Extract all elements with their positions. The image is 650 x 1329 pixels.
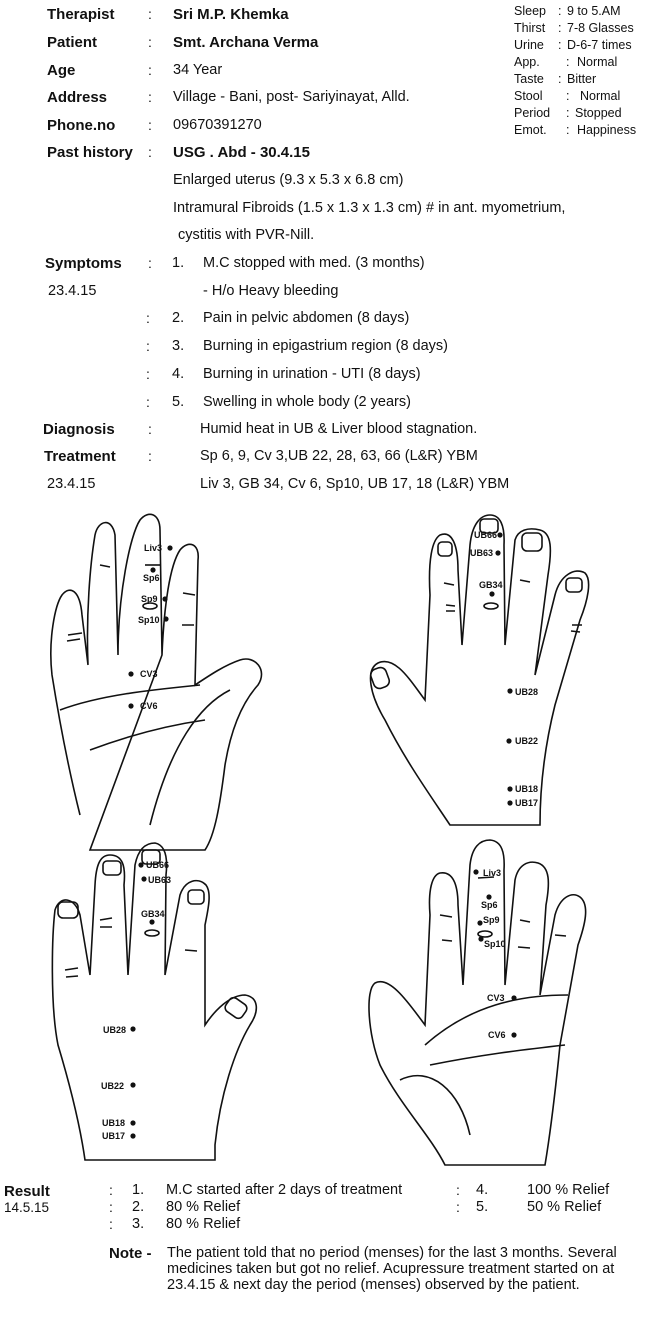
hand-point-label: GB34 [479, 580, 503, 590]
result-num: 2. [132, 1199, 145, 1215]
hand-point [497, 532, 502, 537]
vital-value: Stopped [575, 106, 622, 120]
vital-label: Thirst [514, 21, 546, 35]
symptom-text: Burning in epigastrium region (8 days) [203, 338, 449, 354]
patient-value: Smt. Archana Verma [173, 34, 319, 51]
diagnosis-value: Humid heat in UB & Liver blood stagnation. [200, 421, 478, 437]
therapist-value: Sri M.P. Khemka [173, 6, 289, 23]
vital-value: Bitter [567, 72, 597, 86]
vital-value: Normal [577, 55, 618, 69]
hand-point [507, 800, 512, 805]
hand-point [141, 876, 146, 881]
treatment-line: Liv 3, GB 34, Cv 6, Sp10, UB 17, 18 (L&R) YBM [200, 476, 510, 492]
symptoms-date: 23.4.15 [48, 283, 97, 299]
vital-value: Happiness [577, 123, 637, 137]
past-history-label: Past history [47, 144, 133, 161]
symptom-text: - H/o Heavy bleeding [203, 283, 339, 299]
hand-point [477, 920, 482, 925]
vital-label: Period [514, 106, 551, 120]
hand-point [149, 919, 154, 924]
phone-label: Phone.no [47, 117, 116, 134]
result-text: 80 % Relief [166, 1216, 241, 1232]
hand-point-label: Sp6 [481, 900, 498, 910]
age-value: 34 Year [173, 62, 223, 78]
hand-point-label: UB28 [515, 687, 539, 697]
note-label: Note - [109, 1245, 152, 1262]
hand-point [507, 786, 512, 791]
result-text: 50 % Relief [527, 1199, 602, 1215]
hand-point-label: CV6 [140, 701, 158, 711]
hand-point-label: UB22 [101, 1081, 125, 1091]
symptom-num: 4. [172, 366, 185, 382]
hand-point-label: CV6 [488, 1030, 506, 1040]
result-num: 5. [476, 1199, 489, 1215]
hand-point [128, 703, 133, 708]
result-num: 4. [476, 1182, 489, 1198]
hand-point-label: CV3 [487, 993, 505, 1003]
vital-value: Normal [580, 89, 621, 103]
hand-point-label: UB66 [474, 530, 498, 540]
note-text: The patient told that no period (menses) for the last 3 months. Several medicines taken but got no relief. Acupressure treatment started on at 23.4.15 & next day the period (menses) observed by the patient. [167, 1245, 617, 1293]
hand-point-label: GB34 [141, 909, 165, 919]
past-history-title: USG . Abd - 30.4.15 [173, 144, 310, 161]
symptom-num: 1. [172, 255, 185, 271]
hand-point-label: UB63 [470, 548, 494, 558]
hand-point [138, 862, 143, 867]
result-num: 3. [132, 1216, 145, 1232]
hand-point-label: Liv3 [144, 543, 163, 553]
symptom-num: 5. [172, 394, 185, 410]
address-label: Address [47, 89, 108, 106]
symptoms-label: Symptoms [45, 255, 122, 272]
hand-point-label: Sp9 [141, 594, 158, 604]
symptom-text: Burning in urination - UTI (8 days) [203, 366, 421, 382]
treatment-label: Treatment [44, 448, 116, 465]
hand-palm-top-left [51, 514, 262, 850]
age-label: Age [47, 62, 76, 79]
hand-point-label: UB22 [515, 736, 539, 746]
hand-point [473, 869, 478, 874]
result-date: 14.5.15 [4, 1200, 50, 1215]
hand-point [489, 591, 494, 596]
hand-point [150, 567, 155, 572]
vital-label: Sleep [514, 4, 546, 18]
past-history-line: Enlarged uterus (9.3 x 5.3 x 6.8 cm) [173, 172, 404, 188]
hand-point [495, 550, 500, 555]
hand-point-label: UB17 [515, 798, 539, 808]
hand-point [130, 1082, 135, 1087]
hand-point [511, 995, 516, 1000]
hand-point-label: UB66 [146, 860, 170, 870]
hand-back-bottom-left [52, 843, 256, 1160]
symptom-num: 3. [172, 338, 185, 354]
past-history-line: cystitis with PVR-Nill. [178, 227, 315, 243]
treatment-date: 23.4.15 [47, 476, 96, 492]
vital-label: Urine [514, 38, 544, 52]
hand-point [167, 545, 172, 550]
result-num: 1. [132, 1182, 145, 1198]
vital-label: Emot. [514, 123, 547, 137]
hand-point-label: Sp6 [143, 573, 160, 583]
vital-label: Stool [514, 89, 543, 103]
hand-back-top-right [369, 515, 589, 825]
hand-point-label: UB18 [102, 1118, 126, 1128]
vital-value: D-6-7 times [567, 38, 632, 52]
hand-point [507, 688, 512, 693]
hand-point [486, 894, 491, 899]
result-text: M.C started after 2 days of treatment [166, 1182, 403, 1198]
hand-point-label: UB18 [515, 784, 539, 794]
hand-point [130, 1026, 135, 1031]
address-value: Village - Bani, post- Sariyinayat, Alld. [173, 89, 410, 105]
hand-point-label: UB17 [102, 1131, 126, 1141]
hand-point [162, 596, 167, 601]
hand-point-label: UB63 [148, 875, 172, 885]
result-text: 100 % Relief [527, 1182, 610, 1198]
result-text: 80 % Relief [166, 1199, 241, 1215]
vital-label: App. [514, 55, 540, 69]
past-history-line: Intramural Fibroids (1.5 x 1.3 x 1.3 cm) # in ant. myometrium, [173, 200, 566, 216]
result-label: Result [4, 1183, 50, 1200]
hand-diagrams [0, 505, 650, 1170]
patient-label: Patient [47, 34, 98, 51]
symptom-text: Swelling in whole body (2 years) [203, 394, 411, 410]
hand-point [128, 671, 133, 676]
symptom-text: M.C stopped with med. (3 months) [203, 255, 425, 271]
hand-point-label: Sp10 [138, 615, 160, 625]
hand-palm-bottom-right [369, 840, 586, 1165]
hand-point-label: Sp9 [483, 915, 500, 925]
diagnosis-label: Diagnosis [43, 421, 115, 438]
phone-value: 09670391270 [173, 117, 262, 133]
hand-point [130, 1133, 135, 1138]
hand-point [511, 1032, 516, 1037]
hand-point-label: CV3 [140, 669, 158, 679]
hand-point [163, 616, 168, 621]
symptom-num: 2. [172, 310, 185, 326]
hand-point-label: Liv3 [483, 868, 502, 878]
vital-value: 9 to 5.AM [567, 4, 621, 18]
symptom-text: Pain in pelvic abdomen (8 days) [203, 310, 410, 326]
treatment-line: Sp 6, 9, Cv 3,UB 22, 28, 63, 66 (L&R) YBM [200, 448, 478, 464]
hand-point [478, 936, 483, 941]
vital-label: Taste [514, 72, 544, 86]
hand-point-label: Sp10 [484, 939, 506, 949]
hand-point [506, 738, 511, 743]
therapist-label: Therapist [47, 6, 115, 23]
hand-point [130, 1120, 135, 1125]
hand-point-label: UB28 [103, 1025, 127, 1035]
vital-value: 7-8 Glasses [567, 21, 634, 35]
